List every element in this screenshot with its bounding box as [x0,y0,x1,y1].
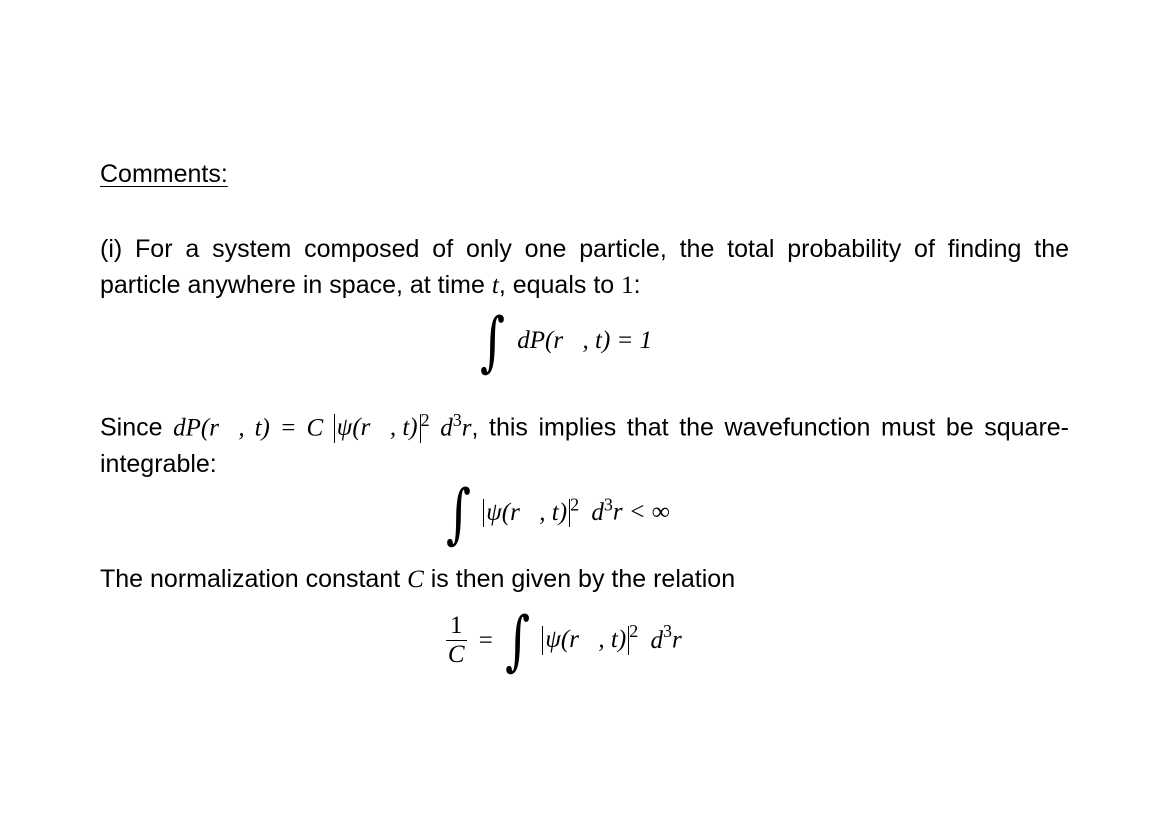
unity-value: 1 [621,272,634,299]
paragraph-one [100,231,1069,304]
equation-square-integrable [446,476,670,552]
inline-math-r: r [461,414,472,442]
paragraph-three [100,561,1069,598]
time-symbol: t [491,272,499,299]
paragraph-text: is then given by the relation [423,565,736,593]
inline-math-d-exponent: 3 [452,410,462,430]
paragraph-one-line-2 [100,267,1069,304]
paragraph-text: , this implies that the wavefunction must be square- [471,413,1070,442]
paragraph-text: The normalization constant [100,565,408,593]
differential-d: d [591,498,604,526]
differential-r: r [671,626,682,654]
paragraph-two-line-1 [100,402,1069,446]
paragraph-three-line-1 [100,561,1069,598]
paragraph-two [100,402,1069,482]
exponent: 2 [570,494,580,515]
section-heading: Comments: [100,160,228,188]
equals-sign: = [478,626,493,654]
differential-d: d [650,626,663,654]
inline-math-lhs: dP(r⃗, t) = C [173,414,324,442]
equation-body: dP(r⃗, t) = 1 [517,326,653,354]
fraction-numerator: 1 [446,612,467,641]
equation-tail: r < ∞ [612,498,670,526]
paragraph-text: : [633,271,641,299]
integral-sign: ∫ [446,476,472,552]
paragraph-text: particle anywhere in space, at time [100,271,492,299]
inline-math-d: d [440,414,453,442]
fraction-one-over-c [446,612,467,669]
paragraph-text: Since [100,413,174,442]
integral-sign: ∫ [480,304,506,380]
constant-symbol: C [407,566,424,593]
integral-sign: ∫ [505,602,531,679]
inline-math-exponent: 2 [420,410,430,430]
abs-wavefunction: ψ(r⃗, t) [542,626,629,655]
differential-exponent: 3 [662,620,672,641]
equation-total-probability [480,304,653,380]
fraction-denominator: C [447,641,465,668]
paragraph-two-line-2: integrable: [100,450,217,479]
abs-wavefunction: ψ(r⃗, t) [483,499,570,528]
inline-math-abs: ψ(r⃗, t) [334,414,421,443]
equation-normalization [446,602,682,679]
paragraph-one-line-1: (i) For a system composed of only one particle, the total probability of finding the [100,235,1069,263]
paragraph-text: , equals to [498,271,622,299]
exponent: 2 [629,620,639,641]
differential-exponent: 3 [603,494,613,515]
